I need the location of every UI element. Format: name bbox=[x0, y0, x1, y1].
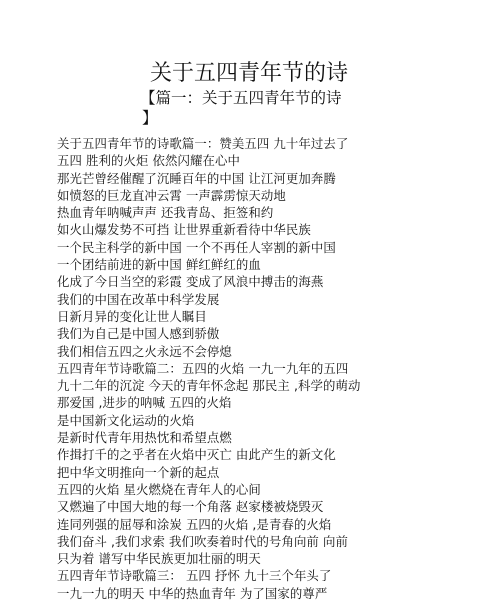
text-line: 那光芒曾经催醒了沉睡百年的中国 让江河更加奔腾 bbox=[57, 170, 336, 186]
text-line: 只为着 谱写中华民族更加壮丽的明天 bbox=[57, 551, 261, 567]
text-line: 一个团结前进的新中国 鲜红鲜红的血 bbox=[57, 257, 261, 273]
section-heading bbox=[140, 88, 370, 128]
text-line: 把中华文明推向一个新的起点 bbox=[57, 464, 220, 480]
text-line: 五四青年节诗歌篇三： 五四 抒怀 九十三个年头了 bbox=[57, 568, 332, 584]
text-line: 关于五四青年节的诗歌篇一：赞美五四 九十年过去了 bbox=[57, 136, 349, 151]
text-line: 我们相信五四之火永远不会停熄 bbox=[57, 343, 232, 359]
text-line: 又燃遍了中国大地的每一个角落 赵家楼被烧毁灭 bbox=[57, 499, 324, 515]
text-line: 日新月异的变化让世人瞩目 bbox=[57, 308, 207, 324]
text-line: 一个民主科学的新中国 一个不再任人宰割的新中国 bbox=[57, 239, 336, 255]
text-line: 是中国新文化运动的火焰 bbox=[57, 412, 195, 428]
text-line: 化成了今日当空的彩霞 变成了风浪中搏击的海燕 bbox=[57, 274, 324, 290]
section-heading-line-2: 】 bbox=[142, 109, 158, 127]
section-heading-line-1: 【篇一：关于五四青年节的诗 bbox=[140, 89, 342, 107]
text-line: 我们的中国在改革中科学发展 bbox=[57, 291, 220, 307]
text-line: 一九一九的明天 中华的热血青年 为了国家的尊严 bbox=[57, 585, 328, 601]
text-line: 热血青年呐喊声声 还我青岛、拒签和约 bbox=[57, 205, 274, 221]
document-title: 关于五四青年节的诗 bbox=[150, 61, 349, 86]
text-line: 如火山爆发势不可挡 让世界重新看待中华民族 bbox=[57, 222, 311, 238]
text-line: 九十二年的沉淀 今天的青年怀念起 那民主 ,科学的萌动 bbox=[57, 378, 361, 394]
text-line: 那爱国 ,进步的呐喊 五四的火焰 bbox=[57, 395, 232, 411]
text-line: 五四青年节诗歌篇二：五四的火焰 一九一九年的五四 bbox=[57, 360, 349, 376]
text-line: 是新时代青年用热忱和希望点燃 bbox=[57, 430, 232, 446]
text-line: 作揖打千的之乎者在火焰中灭亡 由此产生的新文化 bbox=[57, 447, 336, 463]
text-line: 如愤怒的巨龙直冲云霄 一声霹雳惊天动地 bbox=[57, 187, 286, 203]
poem-body bbox=[57, 135, 497, 602]
text-line: 连同列强的屈辱和涂炭 五四的火焰 ,是青春的火焰 bbox=[57, 516, 332, 532]
text-line: 我们奋斗 ,我们求索 我们吹奏着时代的号角向前 向前 bbox=[57, 533, 348, 549]
text-line: 五四的火焰 星火燃烧在青年人的心间 bbox=[57, 481, 261, 497]
text-line: 五四 胜利的火炬 依然闪耀在心中 bbox=[57, 153, 240, 169]
text-line: 我们为自己是中国人感到骄傲 bbox=[57, 326, 220, 342]
